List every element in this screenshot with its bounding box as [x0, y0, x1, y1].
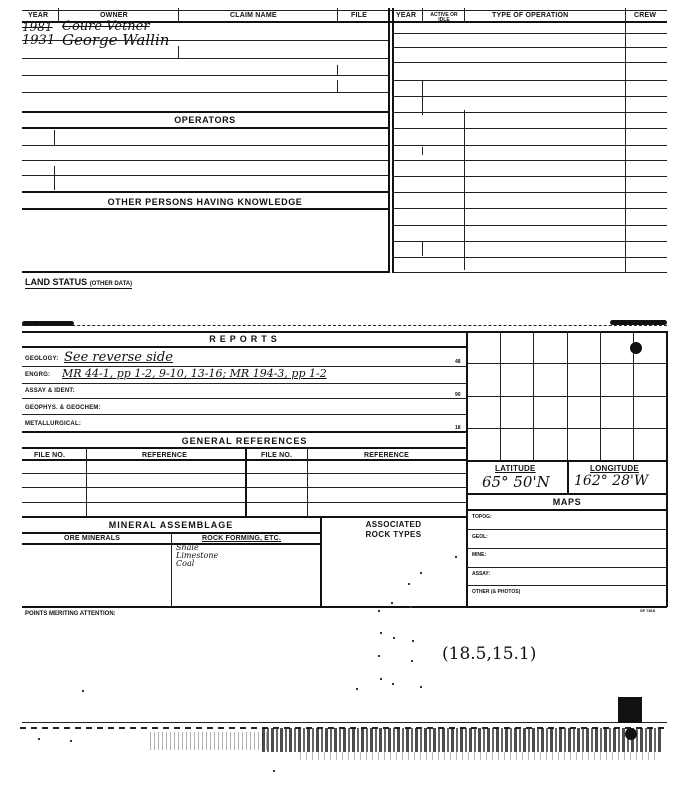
- header-active-or-idle: ACTIVE OR IDLE: [430, 12, 458, 23]
- header-year: YEAR: [28, 12, 49, 19]
- header-owner: OWNER: [100, 12, 128, 19]
- genref-col-2: REFERENCE: [142, 452, 187, 459]
- report-geology-value: See reverse side: [64, 350, 173, 365]
- owner-row-1-owner: Coure Vetner: [62, 19, 150, 34]
- header-file: FILE: [351, 12, 367, 19]
- report-metallurgical-num: 18: [455, 425, 461, 431]
- handwritten-note: (18.5,15.1): [442, 644, 537, 664]
- points-meriting-attention: POINTS MERITING ATTENTION:: [25, 611, 116, 617]
- rock-forming-label: ROCK FORMING, ETC.: [202, 535, 282, 542]
- rock-value-2: Limestone: [176, 551, 219, 560]
- rock-value-3: Coal: [176, 559, 195, 568]
- land-status-label: LAND STATUS: [25, 277, 88, 287]
- maps-title: MAPS: [552, 497, 582, 507]
- maps-geol: GEOL:: [472, 534, 488, 540]
- report-assay-num: 90: [455, 392, 461, 398]
- report-engrg-label: ENGRG:: [25, 372, 51, 378]
- report-engrg-value: MR 44-1, pp 1-2, 9-10, 13-16; MR 194-3, pp 1-2: [62, 367, 327, 380]
- header-crew: CREW: [634, 12, 657, 19]
- header-year-2: YEAR: [396, 12, 417, 19]
- header-claim-name: CLAIM NAME: [230, 12, 277, 19]
- latitude-value: 65° 50'N: [482, 473, 550, 491]
- mineral-assemblage-title: MINERAL ASSEMBLAGE: [108, 520, 234, 530]
- other-persons-title: OTHER PERSONS HAVING KNOWLEDGE: [107, 197, 303, 207]
- rock-value-1: Shale: [176, 543, 199, 552]
- owner-row-2-owner: George Wallin: [62, 31, 170, 49]
- genref-col-4: REFERENCE: [364, 452, 409, 459]
- ore-minerals-label: ORE MINERALS: [64, 535, 121, 542]
- report-geology-num: 48: [455, 359, 461, 365]
- longitude-value: 162° 28'W: [574, 473, 649, 489]
- maps-topog: TOPOG:: [472, 514, 492, 520]
- report-assay-label: ASSAY & IDENT:: [25, 388, 75, 394]
- corner-mark: [630, 342, 642, 354]
- report-metallurgical-label: METALLURGICAL:: [25, 421, 82, 427]
- maps-mine: MINE:: [472, 552, 487, 558]
- owner-row-1-year: 1981: [22, 20, 53, 34]
- maps-other: OTHER (& PHOTOS): [472, 589, 521, 595]
- maps-assay: ASSAY:: [472, 571, 491, 577]
- reports-title: REPORTS: [209, 334, 281, 344]
- form-number: SF 7818: [640, 608, 656, 613]
- owner-row-2-year: 1931: [22, 33, 56, 48]
- genref-col-1: FILE NO.: [34, 452, 66, 459]
- latitude-label: LATITUDE: [495, 464, 536, 473]
- land-status-sub: (OTHER DATA): [89, 281, 133, 287]
- land-status: [25, 277, 132, 289]
- longitude-label: LONGITUDE: [590, 464, 639, 473]
- report-geology-label: GEOLOGY:: [25, 356, 59, 362]
- operators-title: OPERATORS: [174, 115, 236, 125]
- header-type-of-operation: TYPE OF OPERATION: [492, 12, 569, 19]
- genref-col-3: FILE NO.: [261, 452, 293, 459]
- general-references-title: GENERAL REFERENCES: [181, 436, 308, 446]
- report-geophys-label: GEOPHYS. & GEOCHEM:: [25, 405, 101, 411]
- associated-rock-types-line-1: ASSOCIATED: [365, 520, 422, 529]
- associated-rock-types-line-2: ROCK TYPES: [365, 530, 422, 539]
